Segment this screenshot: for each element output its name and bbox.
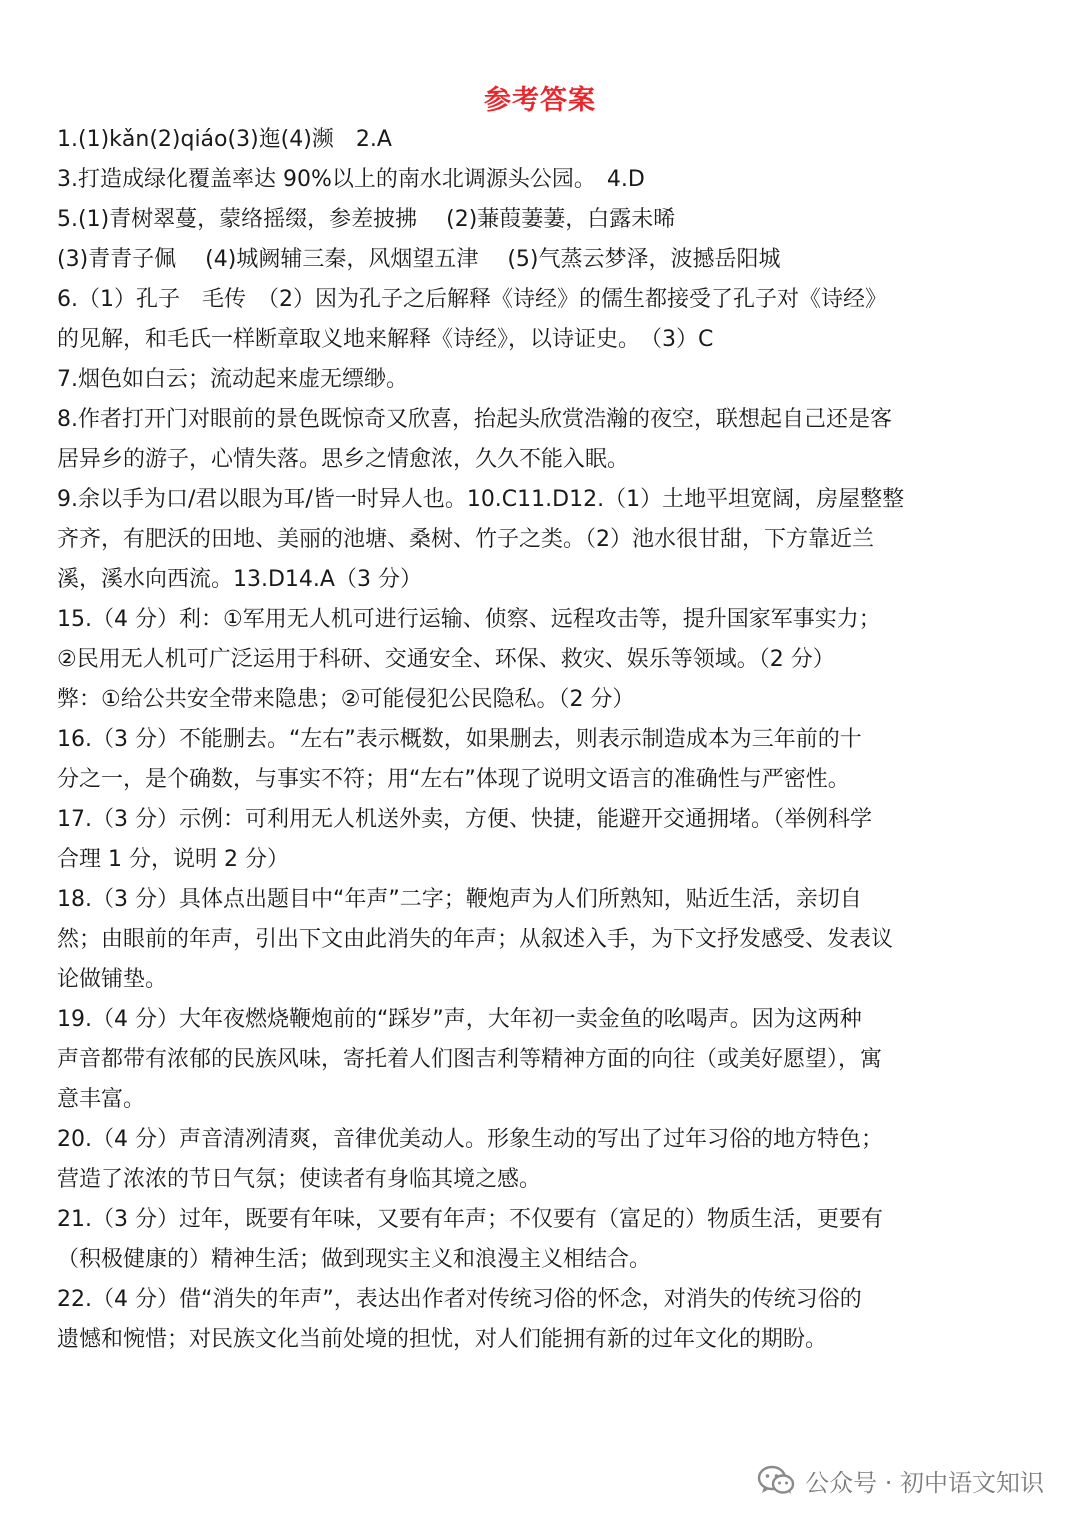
answer-line: 21.（3 分）过年，既要有年味，又要有年声；不仅要有（富足的）物质生活，更要有 [57, 1207, 883, 1232]
answer-line: 意丰富。 [57, 1087, 146, 1112]
answer-line: 1.(1)kǎn(2)qiáo(3)迤(4)濒 2.A [57, 127, 392, 152]
answer-line: 的见解，和毛氏一样断章取义地来解释《诗经》，以诗证史。 （3）C [57, 327, 714, 352]
answer-line: 7.烟色如白云；流动起来虚无缥缈。 [57, 367, 408, 392]
answer-line: 合理 1 分，说明 2 分） [57, 847, 289, 872]
answer-line: 居异乡的游子，心情失落。思乡之情愈浓，久久不能入眠。 [57, 447, 630, 472]
answer-line: 17.（3 分）示例：可利用无人机送外卖，方便、快捷，能避开交通拥堵。（举例科学 [57, 807, 872, 832]
answer-line: 22.（4 分）借“消失的年声”，表达出作者对传统习俗的怀念，对消失的传统习俗的 [57, 1287, 862, 1312]
wechat-icon [757, 1465, 795, 1495]
answer-line: 9.余以手为口/君以眼为耳/皆一时异人也。10.C11.D12.（1）土地平坦宽阔，房屋整整 [57, 487, 905, 512]
answer-line: 20.（4 分）声音清冽清爽，音律优美动人。形象生动的写出了过年习俗的地方特色； [57, 1127, 883, 1152]
answer-line: 6.（1）孔子 毛传 （2）因为孔子之后解释《诗经》的儒生都接受了孔子对《诗经》 [57, 287, 887, 312]
watermark [757, 1460, 1044, 1500]
answer-line: 18.（3 分）具体点出题目中“年声”二字；鞭炮声为人们所熟知，贴近生活，亲切自 [57, 887, 862, 912]
answer-line: ②民用无人机可广泛运用于科研、交通安全、环保、救灾、娱乐等领域。（2 分） [57, 647, 835, 672]
answer-line: 齐齐，有肥沃的田地、美丽的池塘、桑树、竹子之类。（2）池水很甘甜，下方靠近兰 [57, 527, 874, 552]
answer-line: 5.(1)青树翠蔓，蒙络摇缀，参差披拂 (2)蒹葭萋萋，白露未晞 [57, 207, 676, 232]
answer-line: 8.作者打开门对眼前的景色既惊奇又欣喜，抬起头欣赏浩瀚的夜空，联想起自己还是客 [57, 407, 892, 432]
answer-line: 溪，溪水向西流。13.D14.A（3 分） [57, 567, 422, 592]
answer-line: 19.（4 分）大年夜燃烧鞭炮前的“踩岁”声，大年初一卖金鱼的吆喝声。因为这两种 [57, 1007, 862, 1032]
watermark-text: 公众号 · 初中语文知识 [805, 1468, 1044, 1497]
answer-line: 15.（4 分）利：①军用无人机可进行运输、侦察、远程攻击等，提升国家军事实力； [57, 607, 881, 632]
answer-line: 3.打造成绿化覆盖率达 90%以上的南水北调源头公园。 4.D [57, 167, 645, 192]
answer-line: （积极健康的）精神生活；做到现实主义和浪漫主义相结合。 [57, 1247, 652, 1272]
answer-line: 论做铺垫。 [57, 967, 168, 992]
answer-line: 营造了浓浓的节日气氛；使读者有身临其境之感。 [57, 1167, 542, 1192]
answer-line: (3)青青子佩 (4)城阙辅三秦，风烟望五津 (5)气蒸云梦泽，波撼岳阳城 [57, 247, 781, 272]
answer-line: 16.（3 分）不能删去。“左右”表示概数，如果删去，则表示制造成本为三年前的十 [57, 727, 862, 752]
answer-line: 遗憾和惋惜；对民族文化当前处境的担忧，对人们能拥有新的过年文化的期盼。 [57, 1327, 828, 1352]
answer-line: 然；由眼前的年声，引出下文由此消失的年声；从叙述入手，为下文抒发感受、发表议 [57, 927, 894, 952]
answer-line: 弊：①给公共安全带来隐患；②可能侵犯公民隐私。（2 分） [57, 687, 635, 712]
answer-line: 分之一，是个确数，与事实不符；用“左右”体现了说明文语言的准确性与严密性。 [57, 767, 850, 792]
answer-line: 声音都带有浓郁的民族风味，寄托着人们图吉利等精神方面的向往（或美好愿望），寓 [57, 1047, 883, 1072]
answer-content [57, 120, 1032, 1360]
page-title: 参考答案 [484, 85, 596, 116]
